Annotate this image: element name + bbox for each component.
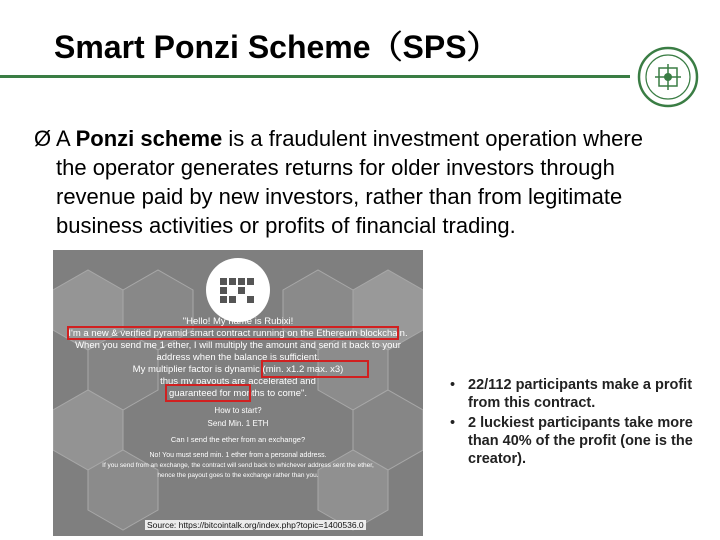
rubixi-line: How to start? (214, 406, 262, 415)
ponzi-definition (34, 124, 674, 240)
list-item: • 22/112 participants make a profit from this contract. (446, 376, 708, 412)
ponzi-definition-text (56, 124, 674, 240)
highlight-box (165, 384, 251, 402)
rubixi-line: When you send me 1 ether, I will multiply the amount and send it back to your (75, 340, 401, 351)
university-seal-icon (637, 46, 699, 108)
arrow-bullet-icon: Ø (34, 126, 52, 151)
rubixi-line: Send Min. 1 ETH (207, 419, 269, 428)
rubixi-contract-screenshot (53, 250, 423, 536)
definition-body: is a fraudulent investment operation where the operator generates returns for older investors through revenue paid by new investors, rather than from legitimate business activities or profits of financial trading. (56, 126, 643, 238)
slide-title: Smart Ponzi Scheme（SPS） (54, 29, 499, 65)
highlight-box (67, 326, 399, 340)
rubixi-greeting: "Hello! My name is Rubixi! (182, 316, 294, 327)
definition-prefix: A (56, 126, 76, 151)
rubixi-line: I'm a new & verified pyramid smart contract running on the Ethereum blockchain. (68, 328, 408, 339)
rubixi-line: No! You must send min. 1 ether from a personal address. (149, 452, 327, 459)
list-item: • 2 luckiest participants take more than 40% of the profit (one is the creator). (446, 414, 708, 468)
highlight-box (261, 360, 369, 378)
source-caption: Source: https://bitcointalk.org/index.php?topic=1400536.0 (147, 520, 364, 530)
rubixi-line: address when the balance is sufficient. (156, 352, 320, 363)
findings-list (446, 376, 708, 470)
rubixi-line: hence the payout goes to the exchange rather than you. (157, 472, 319, 479)
rubixi-line: Can I send the ether from an exchange? (170, 435, 306, 444)
definition-term: Ponzi scheme (75, 126, 223, 151)
title-divider (0, 75, 630, 78)
rubixi-line: My multiplier factor is dynamic (min. x1.2 max. x3) (132, 364, 344, 375)
rubixi-line: If you send from an exchange, the contract will send back to whichever address sent the ether, (102, 462, 374, 469)
rubixi-line: thus my payouts are accelerated and (160, 376, 316, 387)
rubixi-line: guaranteed for months to come". (168, 388, 308, 399)
